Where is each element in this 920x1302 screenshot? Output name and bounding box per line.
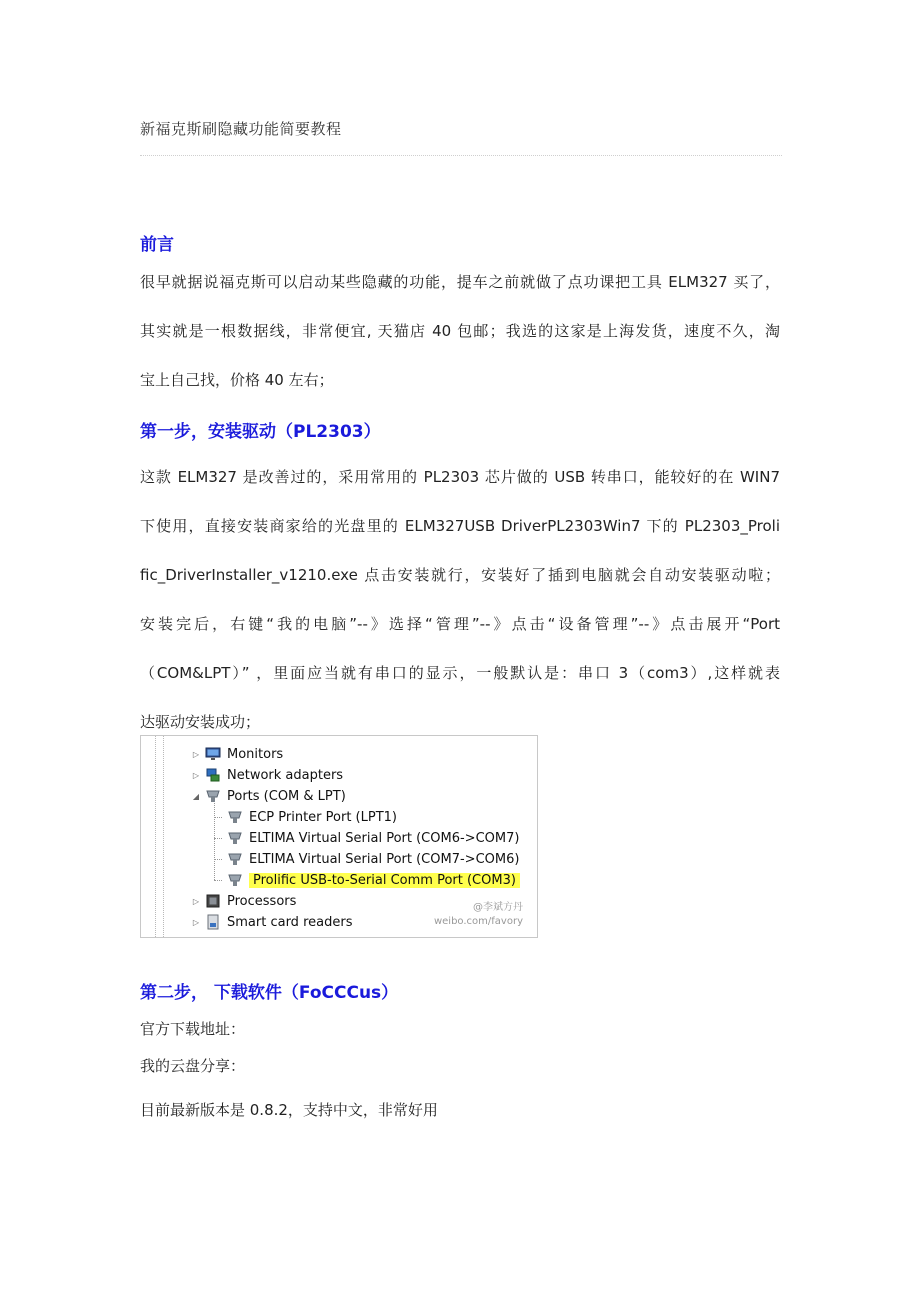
step1-heading: 第一步，安装驱动（PL2303） bbox=[140, 422, 381, 442]
preface-heading: 前言 bbox=[140, 235, 174, 255]
step2-heading: 第二步， 下载软件（FoCCCus） bbox=[140, 983, 399, 1003]
step2-cloud-share: 我的云盘分享： bbox=[140, 1057, 246, 1075]
tree-item-ports[interactable] bbox=[191, 786, 346, 806]
step1-line-2: 下使用，直接安装商家给的光盘里的 ELM327USB DriverPL2303Win7 下的 PL2303_Proli bbox=[140, 517, 780, 535]
tree-item-label: ELTIMA Virtual Serial Port (COM7->COM6) bbox=[249, 851, 520, 867]
preface-line-2: 其实就是一根数据线，非常便宜, 天猫店 40 包邮；我选的这家是上海发货，速度不久，淘 bbox=[140, 322, 780, 340]
tree-item-label: Ports (COM & LPT) bbox=[227, 788, 346, 804]
port-icon bbox=[227, 872, 243, 888]
step1-paragraph bbox=[140, 453, 780, 747]
weibo-watermark bbox=[434, 901, 523, 929]
tree-item-monitors[interactable] bbox=[191, 744, 283, 764]
tree-item-eltima-com6-com7[interactable] bbox=[227, 828, 519, 848]
step2-official-download: 官方下载地址： bbox=[140, 1020, 246, 1038]
step1-line-5: （COM&LPT）” ，里面应当就有串口的显示，一般默认是：串口 3（com3）,这样就表 bbox=[140, 664, 780, 682]
collapse-icon[interactable]: ◢ bbox=[192, 791, 200, 801]
device-manager-screenshot bbox=[140, 735, 538, 938]
step1-line-3: fic_DriverInstaller_v1210.exe 点击安装就行，安装好了插到电脑就会自动安装驱动啦； bbox=[140, 566, 780, 584]
tree-item-label: Monitors bbox=[227, 746, 284, 762]
tree-child-tick bbox=[214, 838, 222, 839]
weibo-url: weibo.com/favory bbox=[433, 916, 523, 927]
preface-paragraph bbox=[140, 258, 780, 405]
tree-item-prolific-usb-serial[interactable] bbox=[227, 870, 520, 890]
expand-icon[interactable]: ▷ bbox=[192, 917, 200, 927]
tree-item-label: Processors bbox=[227, 893, 297, 909]
port-icon bbox=[227, 809, 243, 825]
preface-line-3: 宝上自己找，价格 40 左右； bbox=[140, 371, 334, 389]
tree-guide-line bbox=[163, 736, 164, 937]
tree-item-processors[interactable] bbox=[191, 891, 296, 911]
tree-item-label: ECP Printer Port (LPT1) bbox=[249, 809, 397, 825]
step2-version-note: 目前最新版本是 0.8.2，支持中文，非常好用 bbox=[140, 1101, 438, 1119]
tree-child-tick bbox=[214, 880, 222, 881]
expand-icon[interactable]: ▷ bbox=[192, 896, 200, 906]
tree-item-network-adapters[interactable] bbox=[191, 765, 343, 785]
tree-item-label-highlighted: Prolific USB-to-Serial Comm Port (COM3) bbox=[249, 873, 520, 888]
smart-card-icon bbox=[205, 914, 221, 930]
tree-child-tick bbox=[214, 817, 222, 818]
expand-icon[interactable]: ▷ bbox=[192, 749, 200, 759]
tree-item-ecp-printer-port[interactable] bbox=[227, 807, 397, 827]
port-icon bbox=[227, 830, 243, 846]
tree-child-tick bbox=[214, 859, 222, 860]
title-divider bbox=[140, 155, 782, 156]
port-icon bbox=[227, 851, 243, 867]
expand-icon[interactable]: ▷ bbox=[192, 770, 200, 780]
tree-item-label: Network adapters bbox=[227, 767, 344, 783]
tree-guide-line bbox=[155, 736, 156, 937]
step1-line-4: 安装完后，右键“我的电脑”--》选择“管理”--》点击“设备管理”--》点击展开“Port bbox=[140, 615, 780, 633]
processor-icon bbox=[205, 893, 221, 909]
step1-line-6: 达驱动安装成功； bbox=[140, 713, 261, 731]
tree-item-label: Smart card readers bbox=[227, 914, 353, 930]
tree-item-eltima-com7-com6[interactable] bbox=[227, 849, 519, 869]
document-title: 新福克斯刷隐藏功能简要教程 bbox=[140, 120, 342, 138]
step1-line-1: 这款 ELM327 是改善过的，采用常用的 PL2303 芯片做的 USB 转串口，能较好的在 WIN7 bbox=[140, 468, 780, 486]
weibo-handle: @李斌方丹 bbox=[473, 902, 523, 913]
port-icon bbox=[205, 788, 221, 804]
preface-line-1: 很早就据说福克斯可以启动某些隐藏的功能，提车之前就做了点功课把工具 ELM327 买了， bbox=[140, 273, 780, 291]
tree-item-smart-card-readers[interactable] bbox=[191, 912, 352, 932]
network-adapter-icon bbox=[205, 767, 221, 783]
monitor-icon bbox=[205, 746, 221, 762]
tree-item-label: ELTIMA Virtual Serial Port (COM6->COM7) bbox=[249, 830, 520, 846]
